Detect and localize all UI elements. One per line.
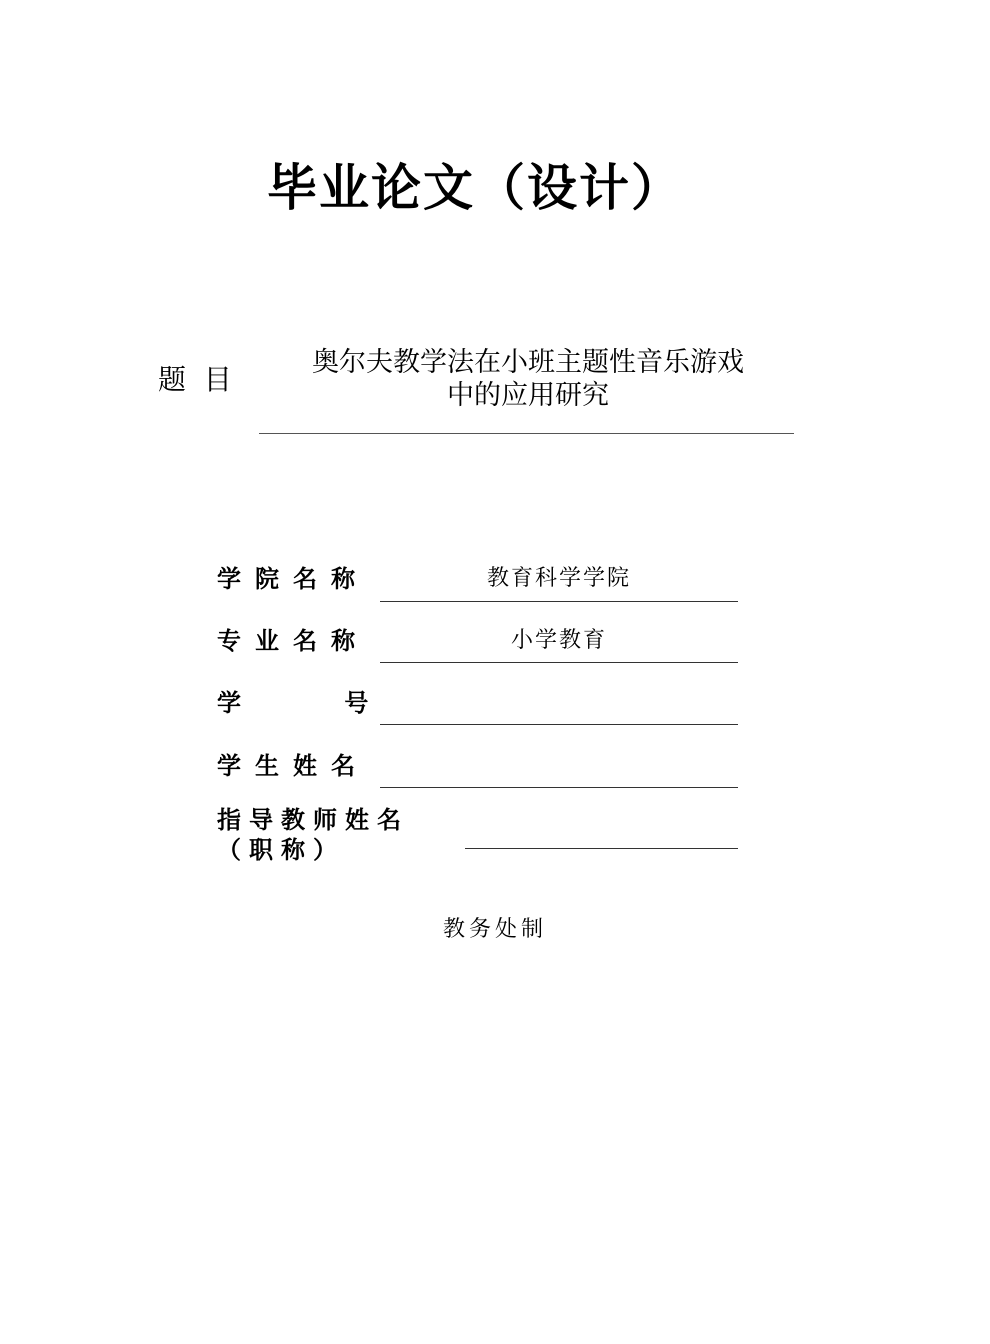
topic-underline [259, 433, 794, 434]
major-name-underline [380, 662, 738, 663]
advisor-label: 指导教师姓名（职称） [217, 805, 409, 864]
college-name-label: 学院名称 [217, 564, 369, 593]
student-id-label: 学 号 [217, 688, 383, 717]
college-name-underline [380, 601, 738, 602]
major-name-value: 小学教育 [510, 628, 607, 653]
major-name-label: 专业名称 [217, 626, 369, 655]
college-name-value: 教育科学学院 [486, 566, 631, 591]
student-id-underline [380, 724, 738, 725]
topic-value [278, 346, 778, 412]
topic-label: 题 目 [158, 363, 232, 396]
student-name-underline [380, 787, 738, 788]
advisor-underline [465, 848, 738, 849]
student-name-label: 学生姓名 [217, 751, 369, 780]
document-title: 毕业论文（设计） [267, 158, 683, 217]
issuer-footer: 教务处制 [442, 917, 547, 942]
topic-line-2: 中的应用研究 [447, 380, 609, 411]
topic-line-1: 奥尔夫教学法在小班主题性音乐游戏 [312, 347, 744, 378]
